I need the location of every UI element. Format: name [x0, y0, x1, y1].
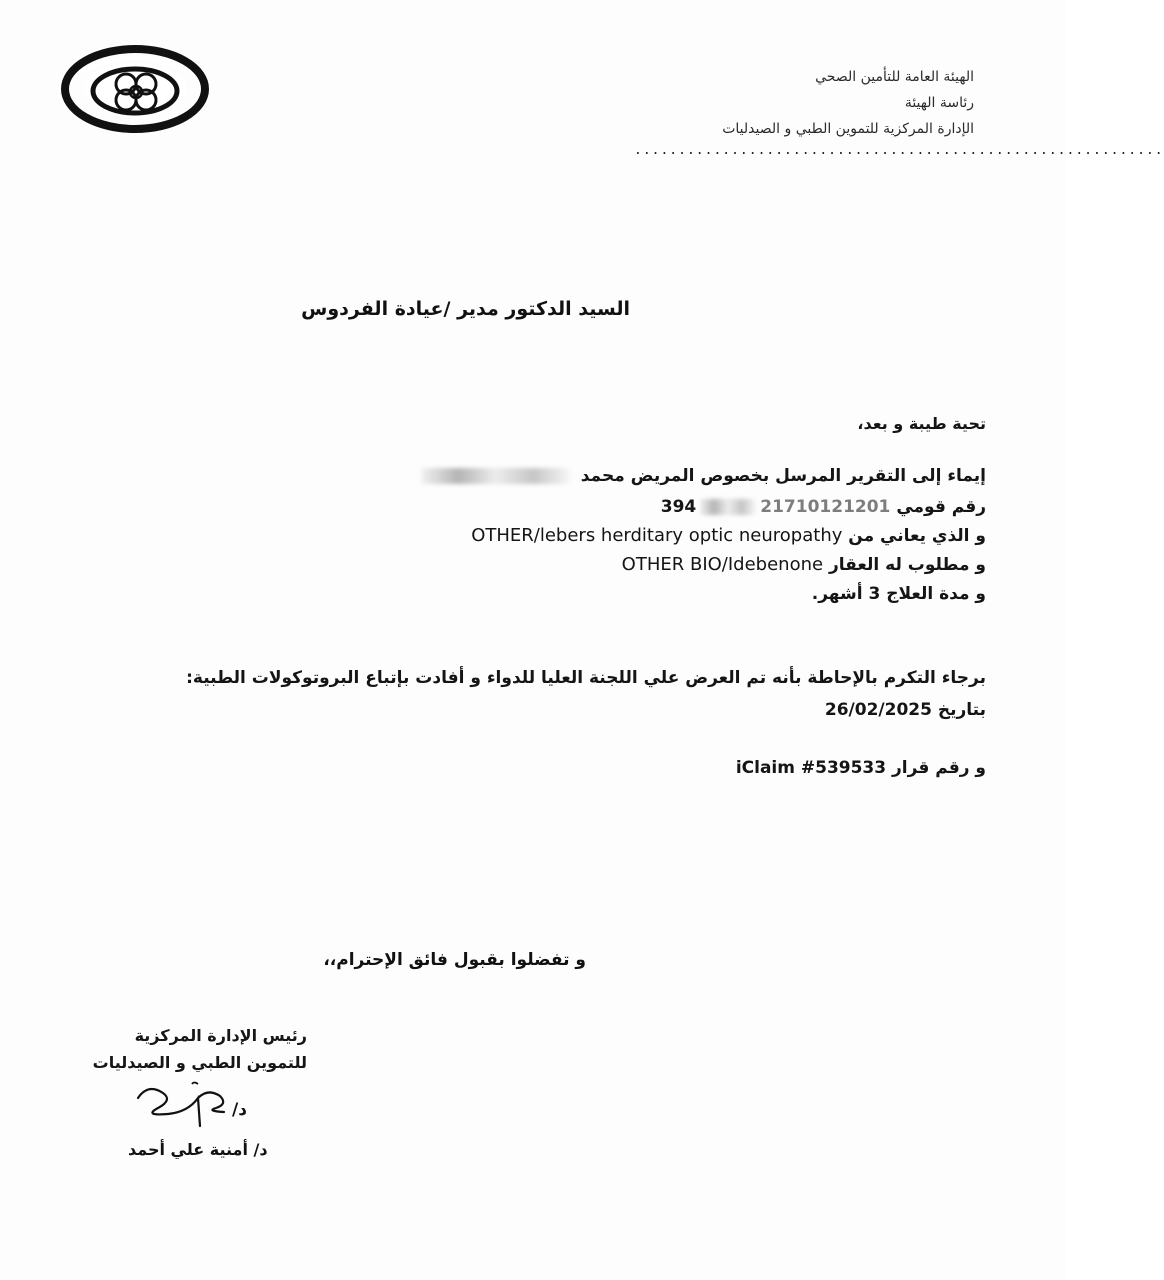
decision-label: و رقم قرار	[892, 758, 986, 778]
reference-line	[417, 466, 986, 486]
greeting: تحية طيبة و بعد،	[857, 414, 986, 433]
national-id-label: رقم قومي	[896, 497, 986, 517]
signature-prefix: د/	[232, 1100, 247, 1120]
drug-line	[622, 554, 986, 575]
organization-header	[634, 64, 1164, 158]
decision-date-line	[825, 700, 986, 720]
signer-title-line2: للتموين الطبي و الصيدليات	[92, 1053, 307, 1072]
date-value: 26/02/2025	[824, 700, 932, 720]
committee-notice: برجاء التكرم بالإحاطة بأنه تم العرض علي اللجنة العليا للدواء و أفادت بإتباع البروتوكولات الطبية:	[186, 668, 986, 688]
handwritten-signature	[128, 1078, 248, 1138]
addressee: السيد الدكتور مدير /عيادة الفردوس	[301, 298, 630, 320]
national-id-partial: 21710121201	[760, 497, 891, 517]
condition-label: و الذي يعاني من	[848, 526, 986, 546]
signer-title-line1: رئيس الإدارة المركزية	[134, 1026, 307, 1045]
org-presidency: رئاسة الهيئة	[904, 95, 974, 111]
decision-value: iClaim #539533	[735, 758, 887, 778]
decision-number-line	[736, 758, 986, 778]
header-dotted-rule: ............................................................	[634, 143, 1164, 158]
organization-logo	[62, 44, 208, 134]
org-name: الهيئة العامة للتأمين الصحي	[815, 69, 974, 85]
reference-text: إيماء إلى التقرير المرسل بخصوص المريض محمد	[580, 466, 986, 486]
treatment-duration: و مدة العلاج 3 أشهر.	[811, 584, 986, 604]
national-id-visible-digits: 394	[660, 497, 697, 517]
drug-label: و مطلوب له العقار	[829, 555, 986, 575]
national-id-line	[661, 497, 986, 517]
org-department: الإدارة المركزية للتموين الطبي و الصيدليات	[722, 121, 974, 137]
date-label: بتاريخ	[937, 700, 986, 720]
drug-value: OTHER BIO/Idebenone	[621, 554, 824, 575]
condition-value: OTHER/lebers herditary optic neuropathy	[471, 525, 843, 546]
signature-block	[92, 1022, 307, 1076]
signer-name: د/ أمنية علي أحمد	[128, 1140, 268, 1159]
closing-line: و تفضلوا بقبول فائق الإحترام،،	[323, 950, 586, 970]
condition-line	[471, 525, 986, 546]
redacted-id-digits	[700, 499, 756, 515]
redacted-patient-name	[421, 468, 571, 484]
